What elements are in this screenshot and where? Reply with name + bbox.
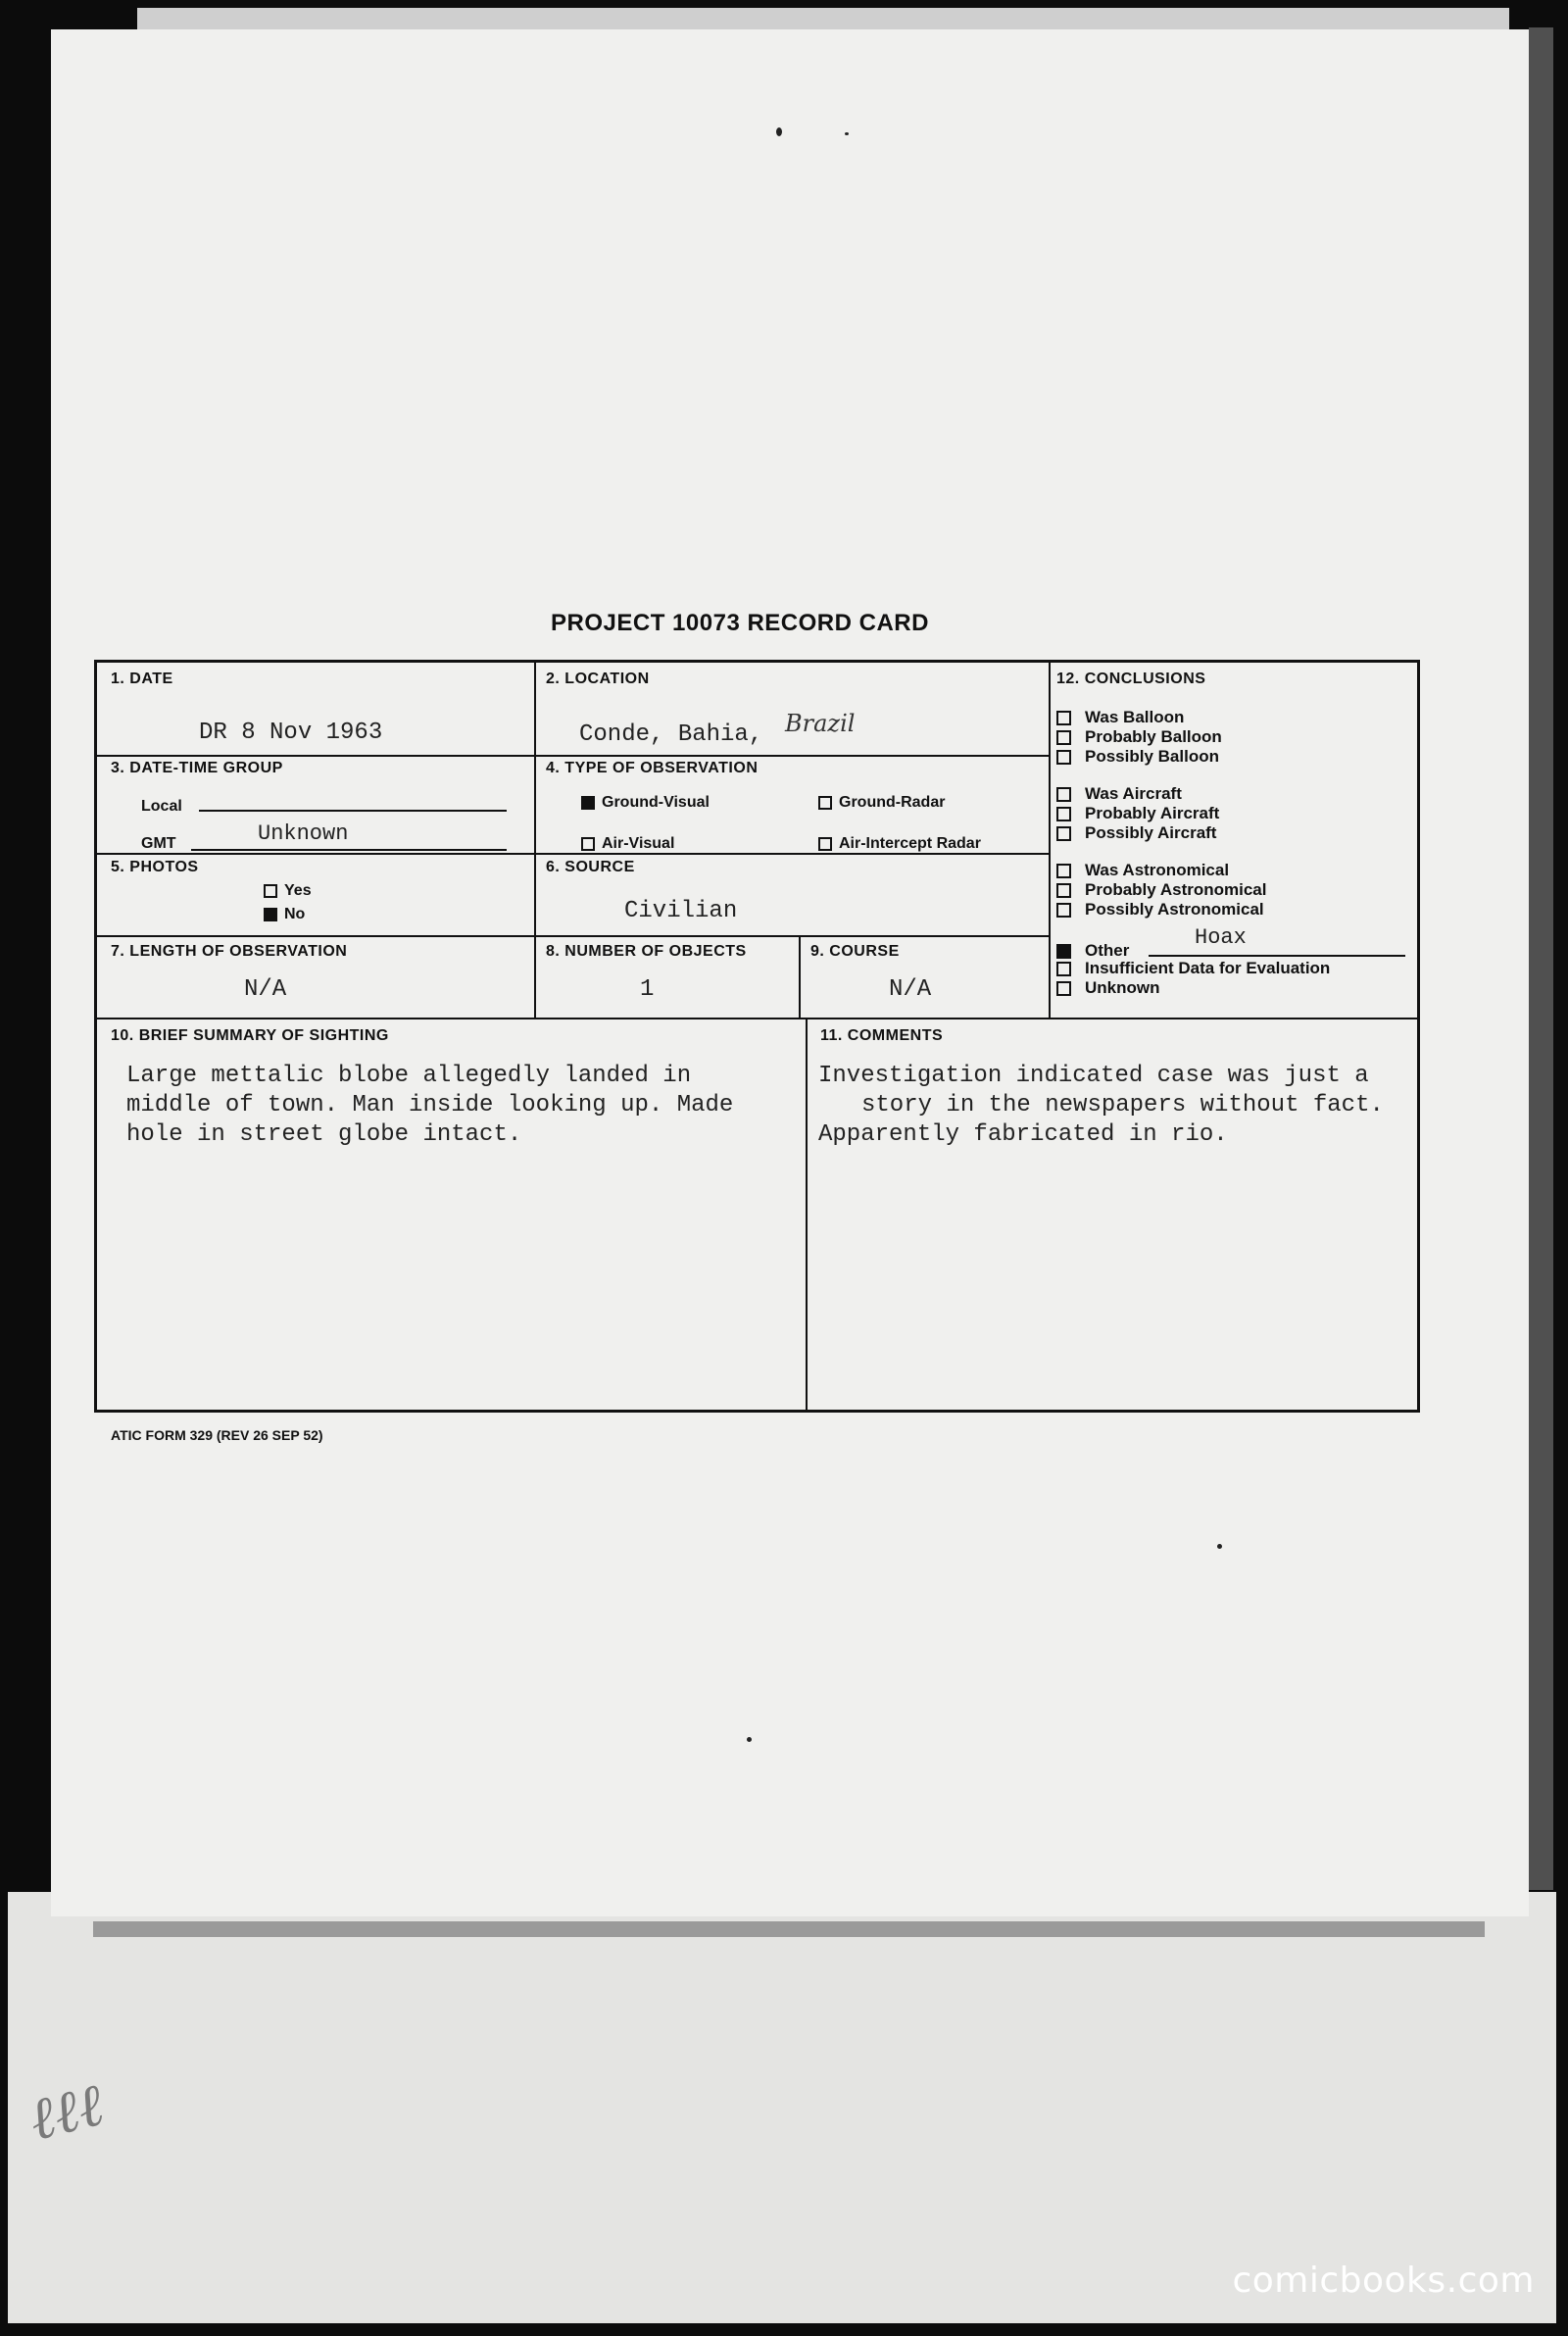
speck [747, 1737, 752, 1742]
photos-label: 5. PHOTOS [111, 859, 199, 875]
divider [1049, 663, 1051, 1018]
divider [97, 935, 1049, 937]
card-title: PROJECT 10073 RECORD CARD [551, 610, 929, 636]
summary-line: middle of town. Man inside looking up. Made [126, 1092, 734, 1118]
checkbox-icon [1056, 826, 1071, 841]
comments-line: Apparently fabricated in rio. [818, 1121, 1228, 1148]
checkbox-icon [264, 884, 277, 898]
source-value: Civilian [624, 898, 738, 924]
form-id: ATIC FORM 329 (REV 26 SEP 52) [111, 1427, 323, 1443]
checkbox-checked-icon [581, 796, 595, 810]
checkbox-icon [1056, 962, 1071, 976]
other-line [1149, 955, 1405, 957]
divider [97, 755, 1049, 757]
checkbox-checked-icon [264, 908, 277, 921]
location-handwritten: Brazil [785, 710, 856, 737]
checkbox-icon [818, 796, 832, 810]
conclusion-group-astronomical [1056, 861, 1266, 919]
local-label: Local [141, 798, 182, 815]
conclusion-option[interactable]: Probably Astronomical [1056, 880, 1266, 900]
speck [845, 132, 849, 135]
conclusion-option[interactable]: Probably Balloon [1056, 727, 1222, 747]
source-label: 6. SOURCE [546, 859, 635, 875]
option-air-intercept-radar[interactable]: Air-Intercept Radar [818, 835, 981, 853]
option-air-visual[interactable]: Air-Visual [581, 835, 674, 853]
checkbox-icon [1056, 883, 1071, 898]
record-card [94, 660, 1420, 1413]
conclusion-option[interactable]: Possibly Astronomical [1056, 900, 1266, 919]
right-shadow [1529, 27, 1553, 1890]
sheet-shadow [93, 1921, 1485, 1937]
speck [776, 127, 782, 136]
location-value: Conde, Bahia, [579, 721, 763, 748]
comments-line: story in the newspapers without fact. [861, 1092, 1384, 1118]
conclusion-group-aircraft [1056, 784, 1219, 843]
option-ground-radar[interactable]: Ground-Radar [818, 794, 945, 812]
number-of-objects-value: 1 [640, 976, 655, 1003]
local-line [199, 810, 507, 812]
comments-line: Investigation indicated case was just a [818, 1063, 1369, 1089]
conclusion-option[interactable]: Unknown [1056, 978, 1330, 998]
other-value: Hoax [1195, 925, 1247, 950]
lower-sheet [8, 1892, 1556, 2323]
conclusion-option[interactable]: Was Astronomical [1056, 861, 1266, 880]
gmt-label: GMT [141, 835, 176, 852]
date-label: 1. DATE [111, 671, 173, 687]
divider [799, 935, 801, 1018]
checkbox-icon [1056, 864, 1071, 878]
checkbox-icon [1056, 807, 1071, 821]
brief-summary-label: 10. BRIEF SUMMARY OF SIGHTING [111, 1027, 389, 1044]
divider [534, 663, 536, 1018]
conclusion-group-tail [1056, 959, 1330, 998]
checkbox-icon [1056, 787, 1071, 802]
date-time-group-label: 3. DATE-TIME GROUP [111, 760, 283, 776]
gmt-line [191, 849, 507, 851]
checkbox-icon [1056, 750, 1071, 765]
length-of-observation-label: 7. LENGTH OF OBSERVATION [111, 943, 348, 960]
speck [1217, 1544, 1222, 1549]
course-value: N/A [889, 976, 932, 1003]
divider [97, 1018, 1420, 1019]
checkbox-icon [818, 837, 832, 851]
option-photos-no[interactable]: No [264, 906, 305, 923]
length-of-observation-value: N/A [244, 976, 287, 1003]
watermark: comicbooks.com [1232, 2261, 1535, 2301]
checkbox-icon [1056, 711, 1071, 725]
checkbox-icon [581, 837, 595, 851]
conclusion-option[interactable]: Possibly Aircraft [1056, 823, 1219, 843]
conclusion-group-balloon [1056, 708, 1222, 767]
checkbox-icon [1056, 730, 1071, 745]
pencil-scribble: ℓℓℓ [22, 2069, 111, 2156]
conclusion-option[interactable]: Was Aircraft [1056, 784, 1219, 804]
conclusion-option-other[interactable]: Other [1056, 941, 1129, 961]
location-label: 2. LOCATION [546, 671, 650, 687]
summary-line: hole in street globe intact. [126, 1121, 522, 1148]
conclusion-option[interactable]: Probably Aircraft [1056, 804, 1219, 823]
checkbox-icon [1056, 903, 1071, 918]
date-value: DR 8 Nov 1963 [199, 720, 383, 746]
comments-label: 11. COMMENTS [820, 1027, 944, 1044]
type-of-observation-label: 4. TYPE OF OBSERVATION [546, 760, 759, 776]
conclusion-option[interactable]: Possibly Balloon [1056, 747, 1222, 767]
divider [806, 1018, 808, 1413]
conclusion-option[interactable]: Insufficient Data for Evaluation [1056, 959, 1330, 978]
course-label: 9. COURSE [810, 943, 900, 960]
checkbox-icon [1056, 981, 1071, 996]
checkbox-checked-icon [1056, 944, 1071, 959]
gmt-value: Unknown [258, 821, 349, 846]
option-ground-visual[interactable]: Ground-Visual [581, 794, 710, 812]
conclusion-option[interactable]: Was Balloon [1056, 708, 1222, 727]
number-of-objects-label: 8. NUMBER OF OBJECTS [546, 943, 747, 960]
divider [97, 853, 1049, 855]
summary-line: Large mettalic blobe allegedly landed in [126, 1063, 692, 1089]
conclusions-label: 12. CONCLUSIONS [1056, 671, 1206, 687]
option-photos-yes[interactable]: Yes [264, 882, 312, 900]
